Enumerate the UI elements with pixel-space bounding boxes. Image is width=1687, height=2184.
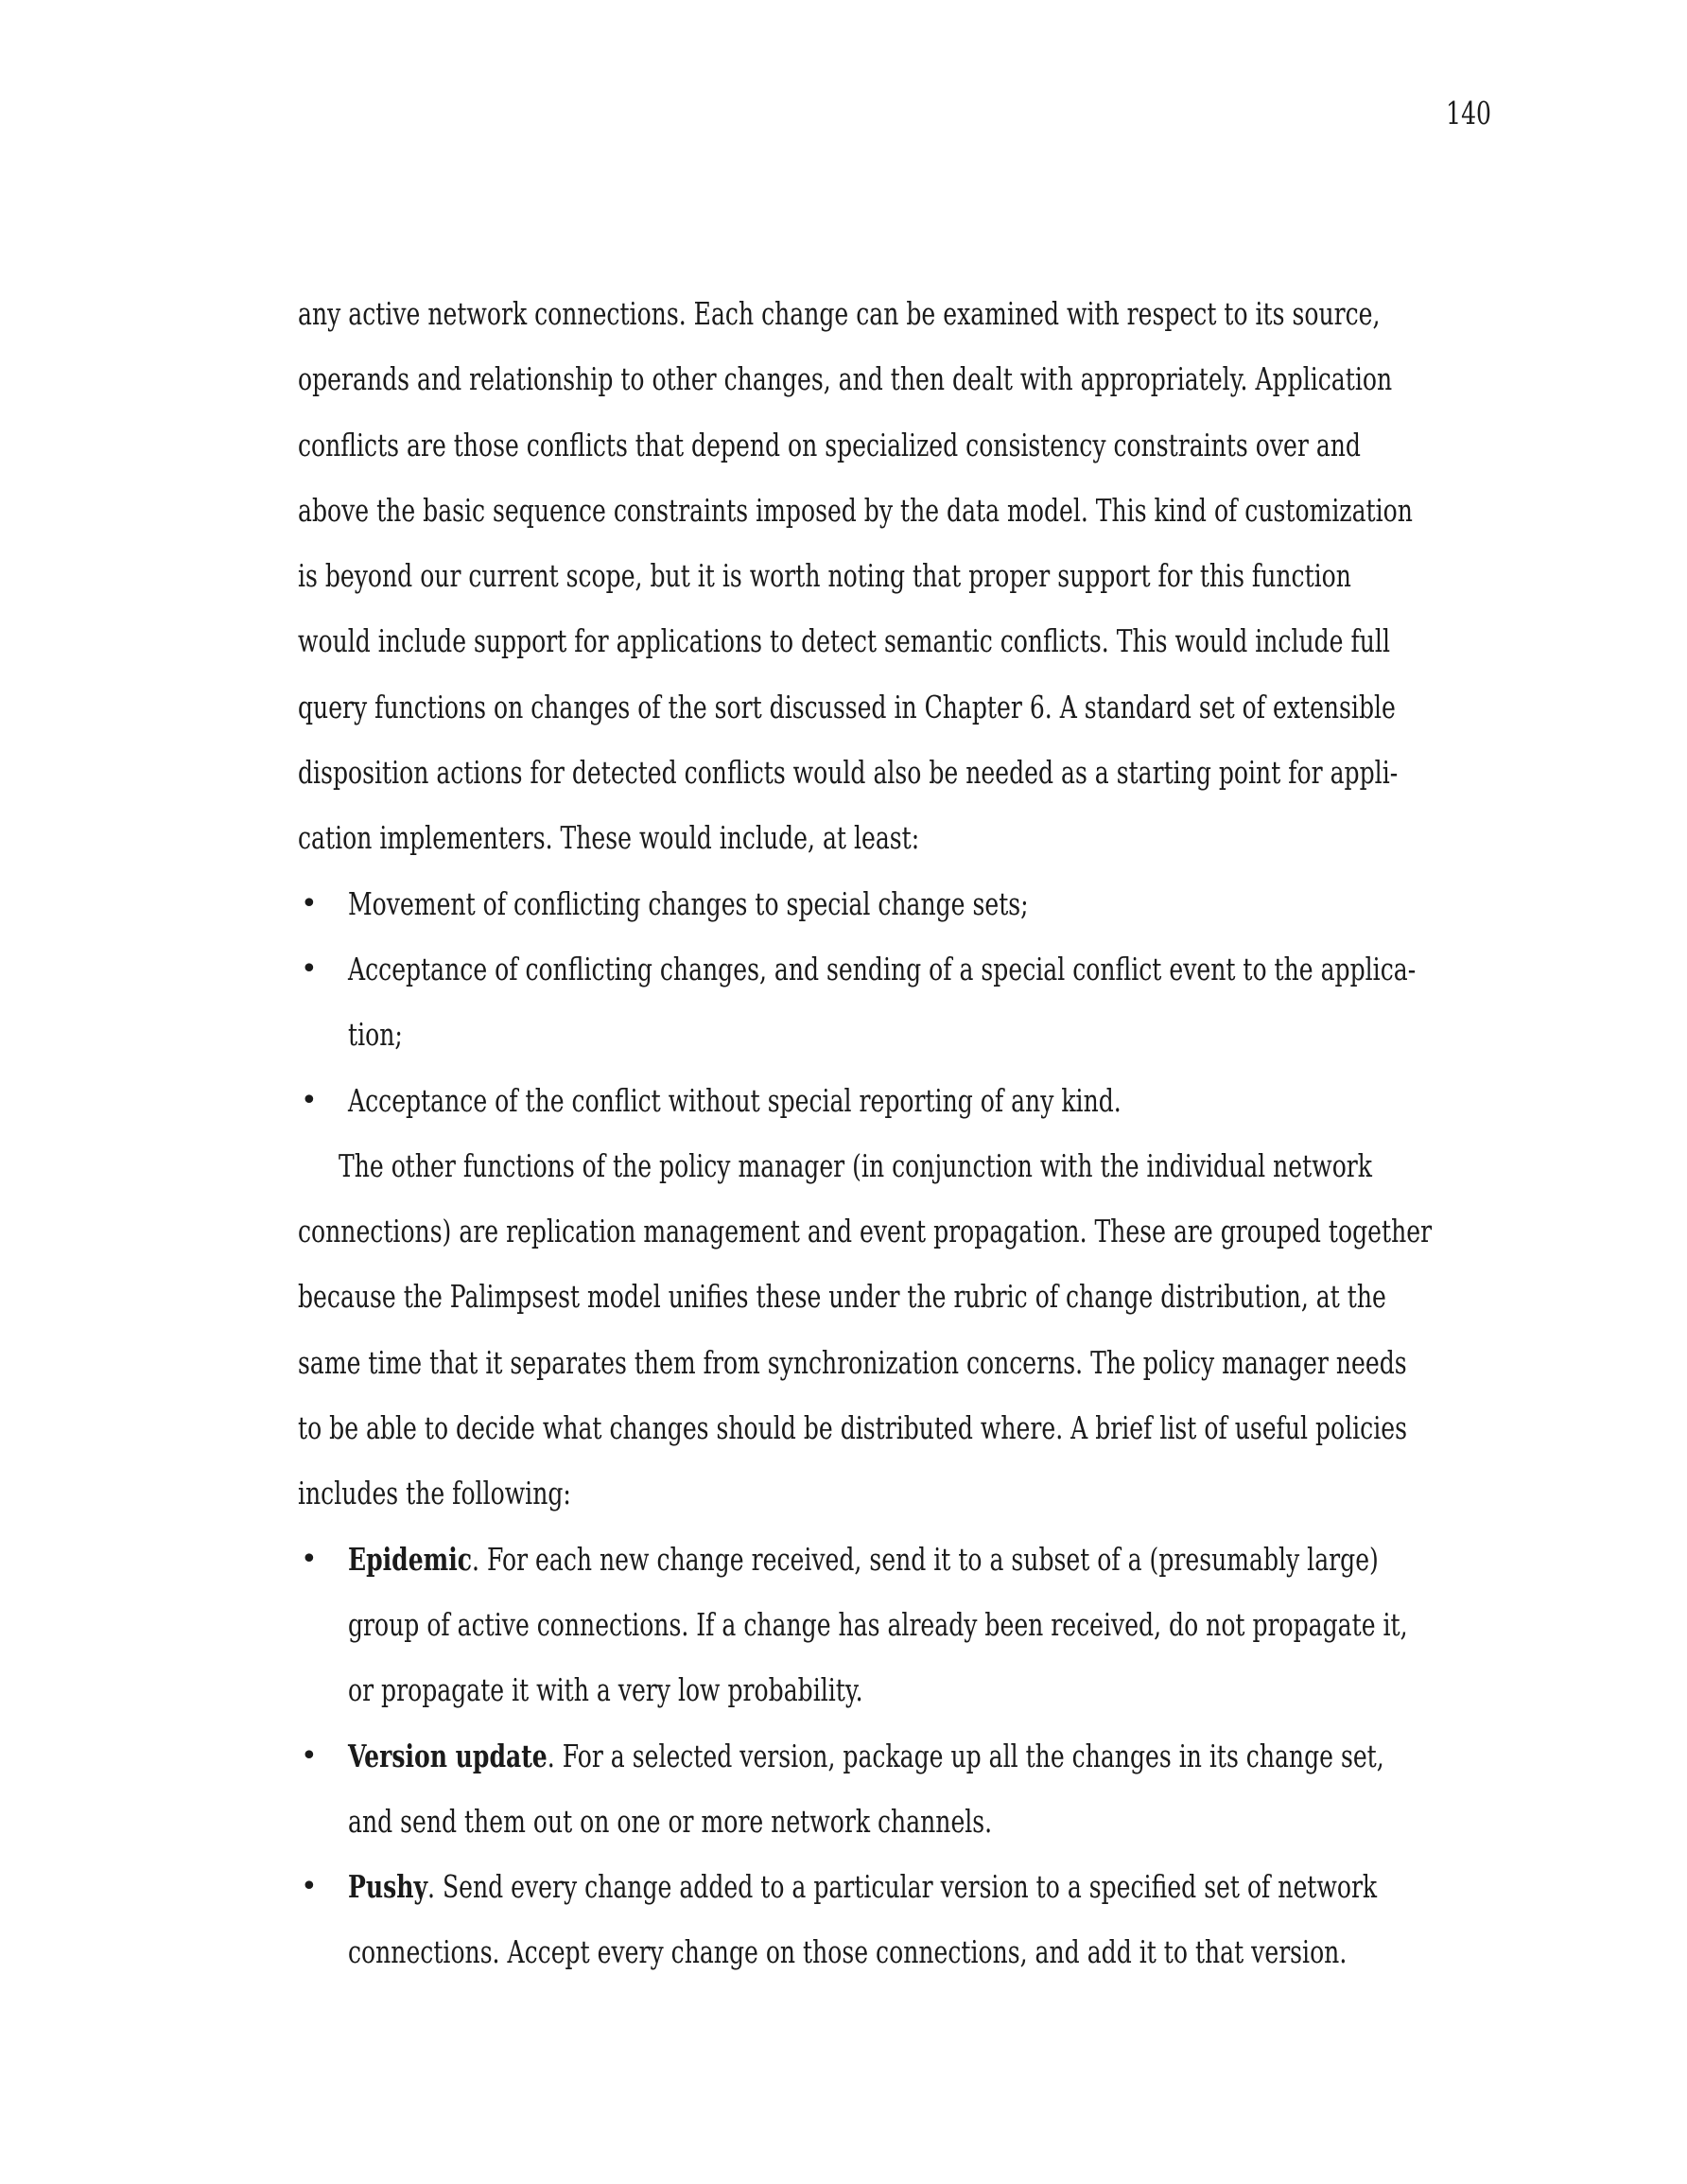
line-text: Pushy. Send every change added to a particular version to a specified set of network bbox=[348, 1868, 1378, 1906]
bullet-icon: • bbox=[301, 1738, 318, 1773]
line-text: tion; bbox=[348, 1016, 403, 1054]
line-text: connections) are replication management and event propagation. These are grouped together bbox=[298, 1213, 1433, 1250]
line-text: and send them out on one or more network channels. bbox=[348, 1802, 993, 1840]
bold-lead: Version update bbox=[348, 1737, 548, 1774]
text-line bbox=[298, 1723, 1527, 1789]
bold-lead: Pushy bbox=[348, 1868, 428, 1906]
text-line bbox=[298, 1068, 1527, 1133]
line-text: cation implementers. These would include, at least: bbox=[298, 819, 920, 857]
text-line bbox=[298, 1460, 1527, 1526]
bullet-icon: • bbox=[301, 1870, 318, 1904]
text-line bbox=[298, 1330, 1527, 1395]
line-text: to be able to decide what changes should be distributed where. A brief list of useful policies bbox=[298, 1409, 1407, 1447]
text-line bbox=[298, 1657, 1527, 1722]
text-line bbox=[298, 1198, 1527, 1264]
text-line bbox=[298, 412, 1527, 478]
page-number bbox=[1432, 97, 1491, 129]
line-text: Movement of conflicting changes to special change sets; bbox=[348, 884, 1029, 922]
line-text: The other functions of the policy manager (in conjunction with the individual network bbox=[339, 1146, 1372, 1184]
bullet-icon: • bbox=[301, 952, 318, 986]
line-text: operands and relationship to other changes, and then dealt with appropriately. Application bbox=[298, 360, 1393, 398]
text-line bbox=[298, 674, 1527, 740]
line-text: query functions on changes of the sort discussed in Chapter 6. A standard set of extensible bbox=[298, 688, 1396, 725]
text-line bbox=[298, 1592, 1527, 1657]
text-line bbox=[298, 1789, 1527, 1854]
line-text: disposition actions for detected conflicts would also be needed as a starting point for appli- bbox=[298, 754, 1399, 792]
text-line bbox=[298, 543, 1527, 608]
line-text: above the basic sequence constraints imposed by the data model. This kind of customization bbox=[298, 491, 1413, 529]
text-line bbox=[298, 608, 1527, 673]
line-text: same time that it separates them from synchronization concerns. The policy manager needs bbox=[298, 1343, 1407, 1381]
text-block bbox=[298, 281, 1527, 1985]
line-text: any active network connections. Each change can be examined with respect to its source, bbox=[298, 295, 1381, 332]
text-line bbox=[298, 1854, 1527, 1919]
line-text: is beyond our current scope, but it is worth noting that proper support for this function bbox=[298, 557, 1351, 595]
line-text: group of active connections. If a change has already been received, do not propagate it, bbox=[348, 1605, 1408, 1643]
text-line bbox=[298, 871, 1527, 936]
text-line bbox=[298, 1395, 1527, 1460]
line-text: Epidemic. For each new change received, send it to a subset of a (presumably large) bbox=[348, 1540, 1379, 1578]
text-line bbox=[298, 478, 1527, 543]
line-text: Acceptance of conflicting changes, and sending of a special conflict event to the applica- bbox=[348, 950, 1417, 987]
text-line bbox=[298, 281, 1527, 346]
line-text: or propagate it with a very low probability. bbox=[348, 1671, 863, 1709]
text-line bbox=[298, 1264, 1527, 1329]
text-line bbox=[298, 740, 1527, 805]
page-number-value: 140 bbox=[1446, 95, 1491, 131]
text-line bbox=[298, 936, 1527, 1002]
text-line bbox=[298, 1527, 1527, 1592]
line-text: Acceptance of the conflict without special reporting of any kind. bbox=[348, 1081, 1122, 1119]
bold-lead: Epidemic bbox=[348, 1540, 473, 1578]
bullet-icon: • bbox=[301, 886, 318, 920]
line-text: conflicts are those conflicts that depend on specialized consistency constraints over and bbox=[298, 426, 1361, 463]
line-text: Version update. For a selected version, package up all the changes in its change set, bbox=[348, 1737, 1384, 1774]
bullet-icon: • bbox=[301, 1542, 318, 1576]
line-text: because the Palimpsest model unifies these under the rubric of change distribution, at the bbox=[298, 1278, 1386, 1316]
text-line bbox=[298, 1919, 1527, 1984]
text-line bbox=[298, 805, 1527, 870]
text-line bbox=[298, 1002, 1527, 1067]
line-text: would include support for applications to detect semantic conflicts. This would include full bbox=[298, 622, 1390, 660]
line-text: includes the following: bbox=[298, 1475, 571, 1512]
line-text: connections. Accept every change on those connections, and add it to that version. bbox=[348, 1933, 1348, 1971]
text-line bbox=[298, 346, 1527, 411]
bullet-icon: • bbox=[301, 1083, 318, 1117]
text-line bbox=[298, 1133, 1527, 1198]
